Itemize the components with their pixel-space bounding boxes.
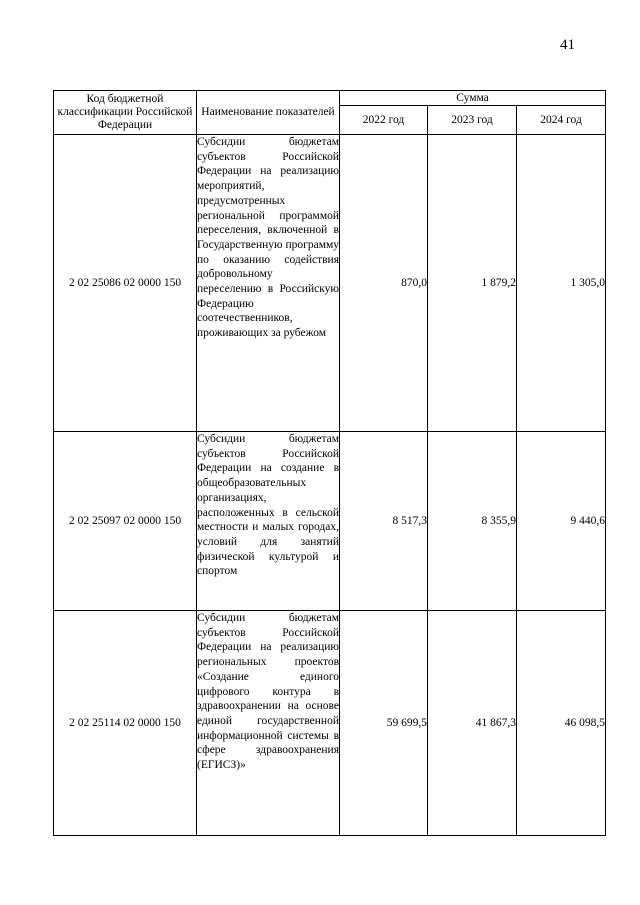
row-value-2023: 41 867,3	[428, 611, 517, 836]
row-value-2022: 870,0	[340, 135, 428, 432]
header-year-2024: 2024 год	[517, 106, 606, 135]
row-name-cell	[197, 611, 340, 836]
row-value-2022: 8 517,3	[340, 432, 428, 611]
row-name-cell	[197, 135, 340, 432]
header-year-2022: 2022 год	[340, 106, 428, 135]
page-number: 41	[560, 37, 575, 53]
row-name-cell	[197, 432, 340, 611]
row-code: 2 02 25086 02 0000 150	[54, 135, 197, 432]
row-name: Субсидии бюджетам субъектов Российской Федерации на создание в общеобразовательных организациях, расположенных в сельской местности и малых городах, условий для занятий физической культурой и спортом	[197, 433, 339, 578]
row-name: Субсидии бюджетам субъектов Российской Федерации на реализацию мероприятий, предусмотренных региональной программой переселения, включенной в Государственную программу по оказанию содействия добровольному переселению в Российскую Федерацию соотечественников, проживающих за рубежом	[197, 136, 340, 340]
row-value-2024: 1 305,0	[517, 135, 606, 432]
header-sum: Сумма	[340, 91, 606, 106]
row-value-2022: 59 699,5	[340, 611, 428, 836]
row-code: 2 02 25114 02 0000 150	[54, 611, 197, 836]
row-value-2023: 1 879,2	[428, 135, 517, 432]
row-name: Субсидии бюджетам субъектов Российской Федерации на реализацию региональных проектов «Создание единого цифрового контура в здравоохранении на основе единой государственной информационной системы в сфере здравоохранения (ЕГИСЗ)»	[197, 612, 339, 772]
table-row	[54, 611, 606, 836]
header-code: Код бюджетной классификации Российской Федерации	[54, 91, 197, 135]
header-name: Наименование показателей	[197, 91, 340, 135]
row-value-2023: 8 355,9	[428, 432, 517, 611]
row-value-2024: 46 098,5	[517, 611, 606, 836]
header-year-2023: 2023 год	[428, 106, 517, 135]
row-code: 2 02 25097 02 0000 150	[54, 432, 197, 611]
budget-revenue-table	[53, 90, 606, 836]
table-row	[54, 432, 606, 611]
table-row	[54, 135, 606, 432]
row-value-2024: 9 440,6	[517, 432, 606, 611]
